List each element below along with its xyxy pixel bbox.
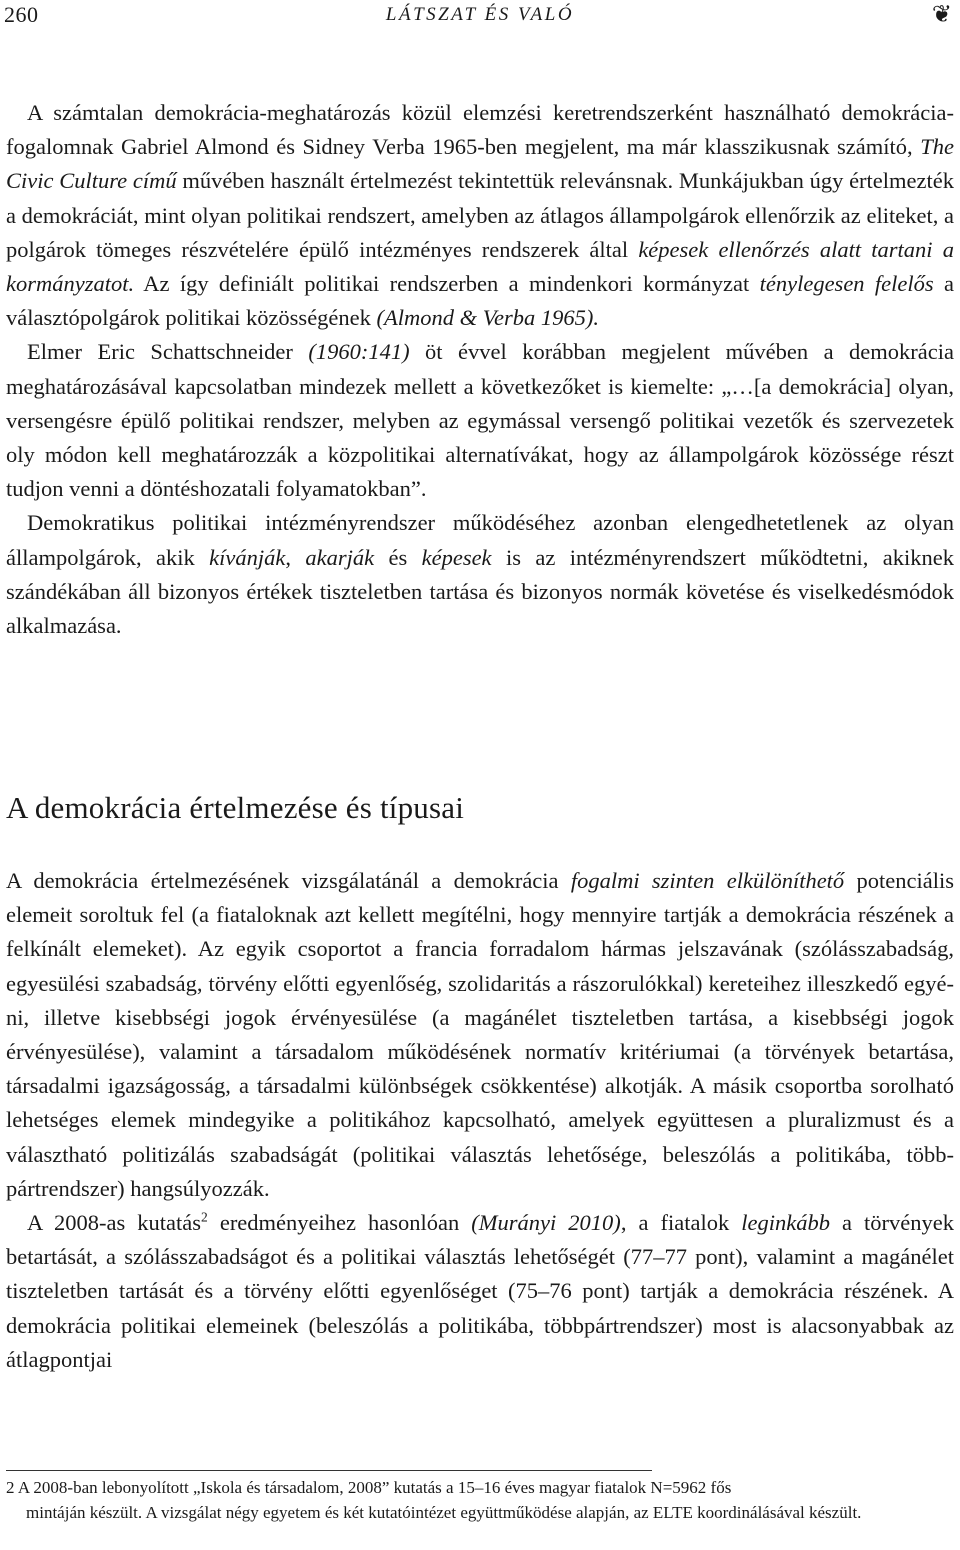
paragraph-1 [6,96,954,335]
footnote-continuation: mintáján készült. A vizsgálat négy egyetem és két kutatóintézet együttműködése alapján, az ELTE koordinálásával készült. [26,1502,862,1522]
footnote-divider [6,1470,652,1471]
section-heading: A demokrácia értelmezése és típusai [6,790,465,825]
fleuron-icon: ❦ [931,2,952,28]
body-text-lower [6,864,954,1377]
text-run: Az így definiált politikai rendszerben a mindenkori kormányzat [134,271,760,297]
text-run: , [285,544,306,570]
text-run: A 2008-as kutatás [27,1210,202,1236]
footnote [6,1476,954,1525]
emphasis: képesek [421,544,492,570]
emphasis: képesek ellenőrzés alatt tartani a kormányzatot. [6,236,955,297]
text-run: a törvények betartását, a szólásszabadságot és a politikai választás lehetőségét (77–77 pont), valamint a magánélet tiszteletben tartását és a törvény előtti egyenlőséget (75–76 pont) tartják a demokrácia részének. A demokrácia politikai elemeinek (beleszólás a politikába, többpártrendszer) most is alacsonyabbak az átlagpontjai [6,1210,954,1372]
text-run: eredményeihez hasonlóan [207,1210,472,1236]
footnote-number: 2 [6,1478,15,1497]
paragraph-3 [6,506,954,643]
citation: (Murányi 2010) [471,1210,621,1236]
citation: (1960:141) [308,339,410,365]
page-number: 260 [4,2,39,27]
text-run: Demokratikus politikai intézményrendszer működéséhez azonban elengedhetetlenek az olyan állampolgárok, akik [6,510,954,570]
footnote-reference[interactable]: 2 [201,1209,208,1225]
emphasis: kívánják [209,544,286,570]
text-run: művében használt értelmezést tekintettük relevánsnak. Munkájukban úgy értelmezték a demokráciát, mint olyan politikai rendszert, amelyben az átlagos állampolgárok ellenőrzik az eliteket, a polgárok tömeges részvételére épülő intézményes rendszerek által [6,168,954,262]
running-header [0,0,960,32]
text-run: , a fiatalok [620,1210,742,1236]
emphasis: fogalmi szinten elkülöníthető [570,868,845,893]
text-run: A számtalan demokrácia-meghatározás közül elemzési keretrendszerként használható demokrácia-fogalomnak Gabriel Almond és Sidney Verba 1965-ben megjelent, ma már klasszikusnak számító, [6,100,954,160]
text-run: A demokrácia értelmezésének vizsgálatánál a demokrácia [6,868,571,893]
paragraph-4 [6,864,954,1206]
text-run: is az intézményrendszert működtetni, akiknek szándékában áll bizonyos értékek tiszteletben tartása és bizonyos normák követése és viselkedésmódok alkalmazása. [6,544,954,639]
emphasis: akarják [305,544,375,570]
book-title: The Civic Culture című [6,134,954,194]
footnote-text: A 2008-ban lebonyolított „Iskola és társadalom, 2008” kutatás a 15–16 éves magyar fiatalok N=5962 fős [17,1478,732,1497]
body-text-upper [6,96,954,643]
citation: (Almond & Verba 1965). [376,305,600,331]
paragraph-2 [6,335,954,506]
text-run: potenciális elemeit soroltuk fel (a fiataloknak azt kellett megítélni, hogy mennyire tartják a demokrácia részének a felkínált elemeket). Az egyik csoportot a francia forradalom hármas jelszavának (szólásszabadság, egyesülési szabadság, törvény előtti egyenlőség, szolidaritás a rászorulókkal) kereteihez illeszkedő egyéni, illetve kisebbségi jogok érvényesülése (a magánélet tiszteletben tartása, a kisebbségi jogok érvényesülése), valamint a társadalom működésének normatív kritériumai (a törvények betartása, társadalmi igazságosság, a társadalmi különbségek csökkentése) alkotják. A másik csoportba sorolható lehetséges elemek mindegyike a politikához kapcsolható, amelyek együttesen a pluralizmust és a választható politizálás szabadságát (politikai választás lehetősége, beleszólás a politikába, többpártrendszer) hangsúlyozzák. [6,868,954,1201]
paragraph-5 [6,1206,954,1377]
text-run: a választópolgárok politikai közösségének [6,271,954,331]
text-run: öt évvel korábban megjelent művében a demokrácia meghatározásával kapcsolatban mindezek mellett a következőket is kiemelte: „…[a demokrácia] olyan, versengésre épülő politikai rendszer, melyben az egymással versengő politikai vezetők és szervezetek oly módon kell meghatározzák a közpolitikai alternatívákat, hogy az állampolgárok közössége részt tudjon venni a döntéshozatali folyamatokban”. [6,339,954,502]
text-run: és [374,544,422,570]
text-run: Elmer Eric Schattschneider [27,339,309,365]
running-title: LÁTSZAT ÉS VALÓ [385,4,575,25]
emphasis: ténylegesen felelős [759,271,934,297]
emphasis: leginkább [741,1210,830,1236]
